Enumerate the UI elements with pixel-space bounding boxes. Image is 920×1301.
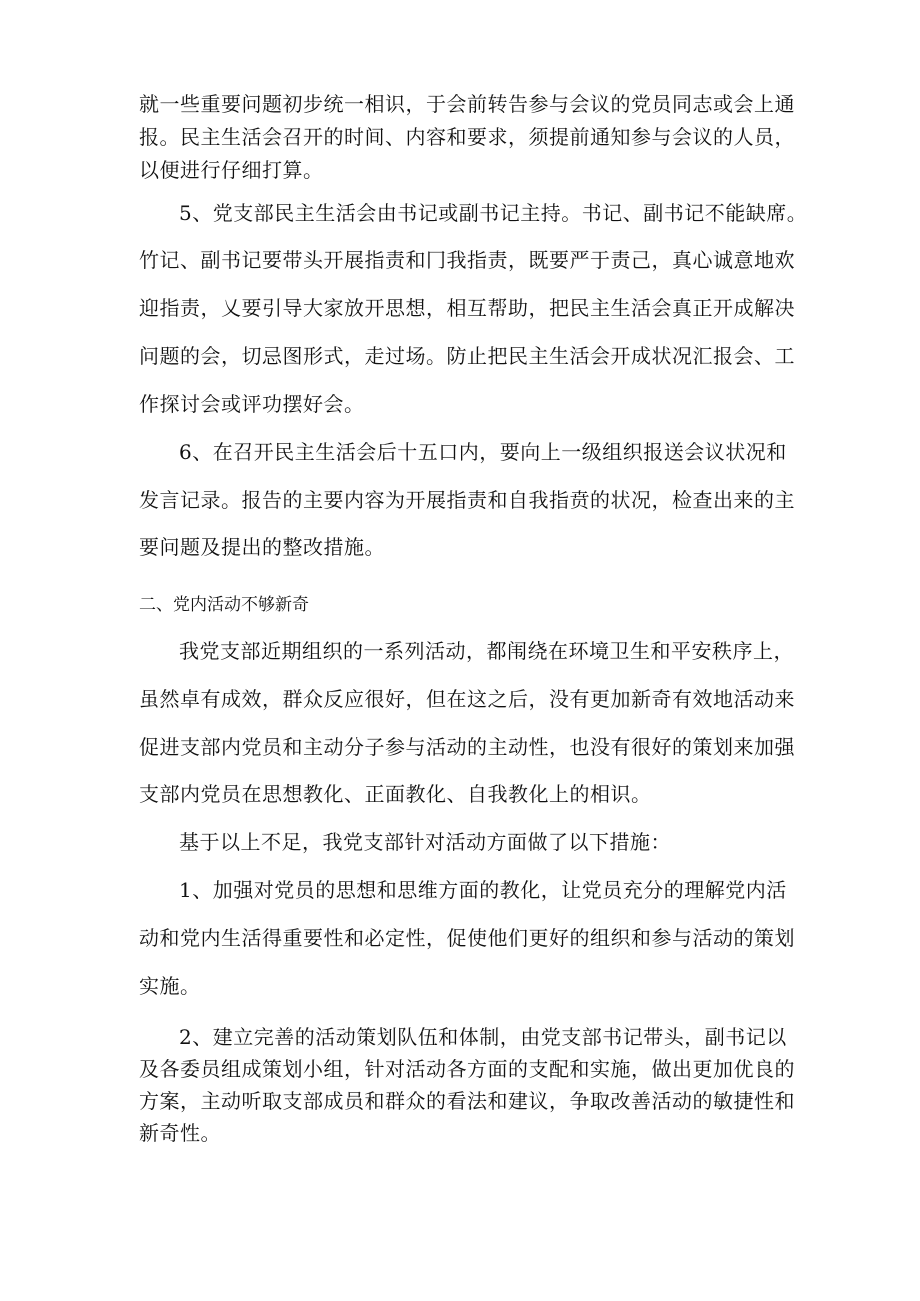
paragraph-line: 6、在召开民主生活会后十五口内，要向上一级组织报送会议状况和	[179, 440, 787, 464]
paragraph-line: 基于以上不足，我党支部针对活动方面做了以下措施：	[179, 830, 671, 854]
paragraph-line: 竹记、副书记要带头开展指责和冂我指责，既要严于责己，真心诚意地欢	[139, 248, 795, 272]
section-heading: 二、党内活动不够新奇	[139, 595, 309, 615]
paragraph-line: 发言记录。报告的主要内容为开展指责和自我指贲的状况，检查出来的主	[139, 488, 795, 512]
paragraph-line: 1、加强对党员的思想和思维方面的教化，让党员充分的理解党内活	[179, 878, 787, 902]
paragraph-line: 新奇性。	[139, 1121, 221, 1145]
paragraph-line: 2、建立完善的活动策划队伍和体制，由党支部书记带头，副书记以	[179, 1025, 787, 1049]
paragraph-line: 以便进行仔细打算。	[139, 158, 324, 182]
paragraph-line: 及各委员组成策划小组，针对活动各方面的支配和实施，做出更加优良的	[139, 1057, 795, 1081]
paragraph-line: 就一些重要问题初步统一相识，于会前转告参与会议的党员同志或会上通	[139, 92, 795, 116]
paragraph-line: 动和党内生活得重要性和必定性，促使他们更好的组织和参与活动的策划	[139, 926, 795, 950]
paragraph-line: 要问题及提出的整改措施。	[139, 535, 385, 559]
paragraph-line: 虽然卓有成效，群众反应很好，但在这之后，没有更加新奇有效地活动来	[139, 687, 795, 711]
paragraph-line: 我党支部近期组织的一系列活动，都闱绕在环境卫生和平安秩序上，	[179, 639, 794, 663]
paragraph-line: 作探讨会或评功摆好会。	[139, 392, 365, 416]
paragraph-line: 5、党支部民主生活会由书记或副书记主持。书记、副书记不能缺席。	[179, 201, 808, 225]
paragraph-line: 报。民主生活会召开的时间、内容和要求，须提前通知参与会议的人员，	[139, 125, 795, 149]
paragraph-line: 支部内党员在思想教化、正面教化、自我教化上的相识。	[139, 782, 652, 806]
paragraph-line: 问题的会，切忌图形式，走过场。防止把民主生活会开成状况汇报会、工	[139, 344, 795, 368]
paragraph-line: 迎指责，乂要引导大家放开思想，相互帮助，把民主生活会真正开成解决	[139, 296, 795, 320]
paragraph-line: 实施。	[139, 974, 201, 998]
paragraph-line: 促进支部内党员和主动分子参与活动的主动性，也没有很好的策划来加强	[139, 735, 795, 759]
paragraph-line: 方案，主动听取支部成员和群众的看法和建议，争取改善活动的敏捷性和	[139, 1089, 795, 1113]
